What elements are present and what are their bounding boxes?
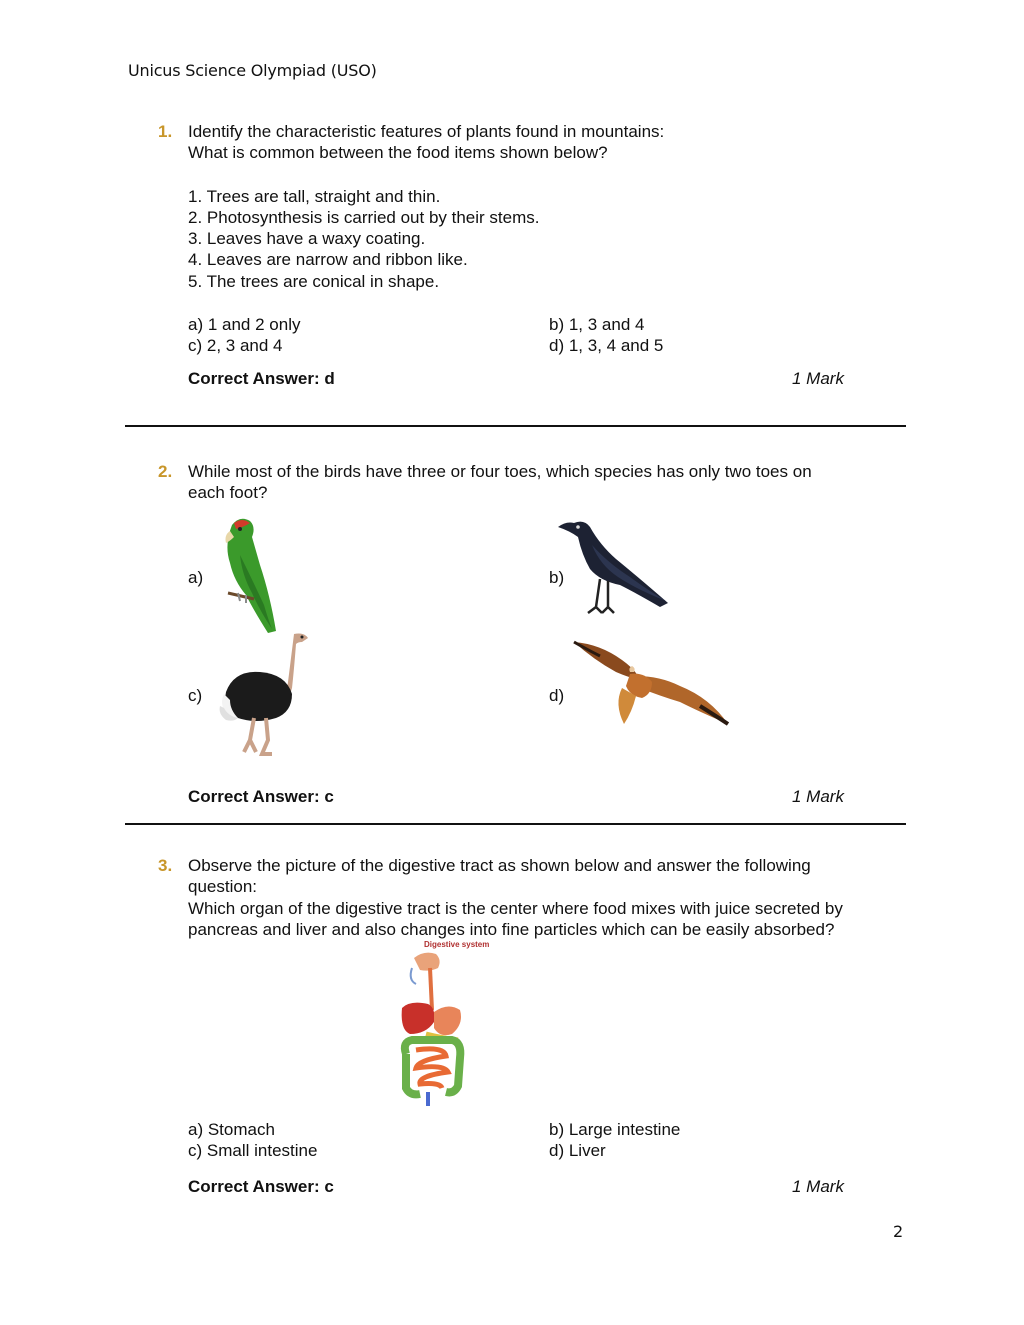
page-number: 2	[893, 1222, 904, 1241]
question-1-text-line: What is common between the food items shown below?	[188, 143, 608, 162]
kite-image	[570, 636, 730, 731]
option-c: c) 2, 3 and 4	[188, 336, 283, 355]
statement-5: 5. The trees are conical in shape.	[188, 272, 440, 291]
correct-answer: Correct Answer: c	[188, 787, 334, 806]
figure-title: Digestive system	[424, 940, 490, 949]
section-divider	[125, 425, 906, 427]
question-1-number: 1.	[158, 122, 173, 141]
correct-answer: Correct Answer: c	[188, 1177, 334, 1196]
question-2-text-line: While most of the birds have three or four toes, which species has only two toes on	[188, 462, 812, 481]
crow-image	[556, 515, 671, 620]
question-2-text-line: each foot?	[188, 483, 268, 502]
option-a: a) Stomach	[188, 1120, 275, 1139]
ostrich-image	[216, 630, 316, 758]
parrot-image	[210, 515, 285, 635]
marks-label: 1 Mark	[792, 1177, 844, 1196]
statement-4: 4. Leaves are narrow and ribbon like.	[188, 250, 468, 269]
statement-3: 3. Leaves have a waxy coating.	[188, 229, 426, 248]
statement-2: 2. Photosynthesis is carried out by their stems.	[188, 208, 540, 227]
question-2-number: 2.	[158, 462, 173, 481]
question-3-text-line: Observe the picture of the digestive tract as shown below and answer the following	[188, 856, 811, 875]
option-a: a) 1 and 2 only	[188, 315, 301, 334]
question-3-text-line: pancreas and liver and also changes into fine particles which can be easily absorbed?	[188, 920, 835, 939]
question-3-text-line: Which organ of the digestive tract is the center where food mixes with juice secreted by	[188, 899, 843, 918]
option-d: d) 1, 3, 4 and 5	[549, 336, 664, 355]
statement-1: 1. Trees are tall, straight and thin.	[188, 187, 441, 206]
option-c-label: c)	[188, 686, 203, 705]
question-3-text-line: question:	[188, 877, 257, 896]
section-divider	[125, 823, 906, 825]
marks-label: 1 Mark	[792, 787, 844, 806]
option-a-label: a)	[188, 568, 204, 587]
question-3-number: 3.	[158, 856, 173, 875]
marks-label: 1 Mark	[792, 369, 844, 388]
option-c: c) Small intestine	[188, 1141, 318, 1160]
digestive-system-image	[396, 950, 468, 1110]
correct-answer: Correct Answer: d	[188, 369, 335, 388]
option-d-label: d)	[549, 686, 565, 705]
option-b: b) Large intestine	[549, 1120, 681, 1139]
question-1-text-line: Identify the characteristic features of plants found in mountains:	[188, 122, 665, 141]
option-d: d) Liver	[549, 1141, 606, 1160]
option-b: b) 1, 3 and 4	[549, 315, 645, 334]
option-b-label: b)	[549, 568, 565, 587]
document-header: Unicus Science Olympiad (USO)	[128, 61, 377, 80]
